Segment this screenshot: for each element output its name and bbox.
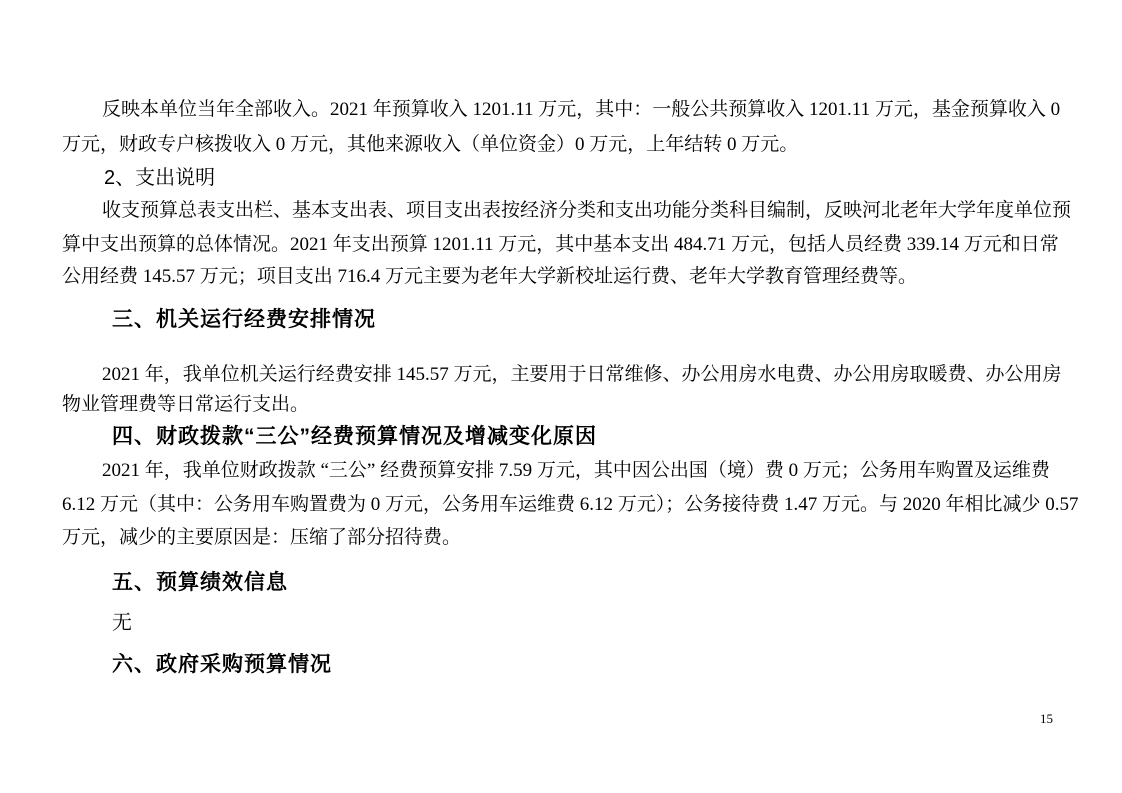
section5-heading: 五、预算绩效信息	[112, 571, 288, 594]
section3-paragraph-line1: 2021 年，我单位机关运行经费安排 145.57 万元，主要用于日常维修、办公用房水电费、办公用房取暖费、办公用房	[102, 364, 1062, 385]
section4-heading: 四、财政拨款“三公”经费预算情况及增减变化原因	[112, 425, 597, 448]
section5-body-none: 无	[112, 612, 132, 634]
income-paragraph-line1: 反映本单位当年全部收入。2021 年预算收入 1201.11 万元，其中：一般公共预算收入 1201.11 万元，基金预算收入 0	[102, 99, 1061, 120]
expense-paragraph-line3: 公用经费 145.57 万元；项目支出 716.4 万元主要为老年大学新校址运行费、老年大学教育管理经费等。	[62, 266, 918, 287]
expense-paragraph-line1: 收支预算总表支出栏、基本支出表、项目支出表按经济分类和支出功能分类科目编制，反映河北老年大学年度单位预	[102, 200, 1072, 221]
section3-paragraph-line2: 物业管理费等日常运行支出。	[62, 394, 310, 415]
section4-paragraph-line1: 2021 年，我单位财政拨款 “三公” 经费预算安排 7.59 万元，其中因公出国（境）费 0 万元；公务用车购置及运维费	[102, 460, 1050, 481]
page-number: 15	[1040, 711, 1053, 726]
section3-heading: 三、机关运行经费安排情况	[112, 308, 376, 331]
expense-paragraph-line2: 算中支出预算的总体情况。2021 年支出预算 1201.11 万元，其中基本支出 484.71 万元，包括人员经费 339.14 万元和日常	[62, 234, 1059, 255]
section4-paragraph-line3: 万元，减少的主要原因是：压缩了部分招待费。	[62, 527, 462, 548]
income-paragraph-line2: 万元，财政专户核拨收入 0 万元，其他来源收入（单位资金）0 万元，上年结转 0 万元。	[62, 134, 799, 155]
section4-paragraph-line2: 6.12 万元（其中：公务用车购置费为 0 万元，公务用车运维费 6.12 万元）；公务接待费 1.47 万元。与 2020 年相比减少 0.57	[62, 494, 1079, 515]
section6-heading: 六、政府采购预算情况	[112, 653, 332, 676]
expense-subheading: 2、支出说明	[104, 167, 216, 189]
